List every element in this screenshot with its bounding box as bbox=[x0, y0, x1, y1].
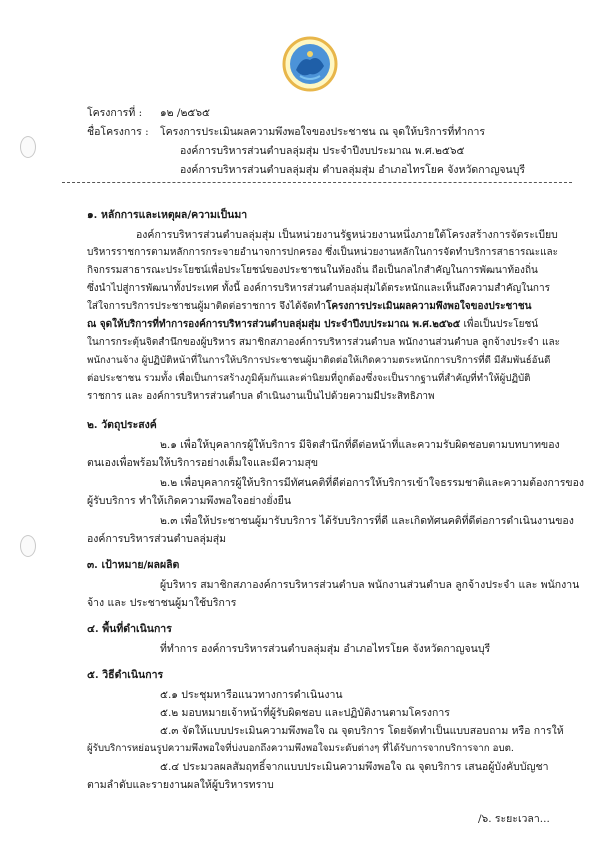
section-5-line: ตามลำดับและรายงานผลให้ผู้บริหารทราบ bbox=[87, 779, 274, 791]
section-1-text: ใส่ใจการบริการประชาชนผู้มาติดต่อราชการ จึงได้จัดทำ bbox=[87, 301, 327, 312]
section-3-line: ผู้บริหาร สมาชิกสภาองค์การบริหารส่วนตำบล พนักงานส่วนตำบล ลูกจ้างประจำ และ พนักงาน bbox=[160, 579, 580, 591]
section-1-line: ราชการ และ องค์การบริหารส่วนตำบล ดำเนินงานเป็นไปด้วยความมีประสิทธิภาพ bbox=[87, 391, 435, 402]
section-1-line: องค์การบริหารส่วนตำบลลุ่มสุ่ม เป็นหน่วยงานรัฐหน่วยงานหนึ่งภายใต้โครงสร้างการจัดระเบียบ bbox=[136, 229, 558, 241]
section-1-line: ต่อประชาชน รวมทั้ง เพื่อเป็นการสร้างภูมิคุ้มกันและค่านิยมที่ถูกต้องซึ่งจะเป็นรากฐานที่สำคัญที่ทำให้ผู้ปฏิบัติ bbox=[87, 373, 531, 384]
section-1-text: เพื่อเป็นประโยชน์ bbox=[460, 319, 539, 330]
section-1-project-name-bold: ณ จุดให้บริการที่ทำการองค์การบริหารส่วนตำบลลุ่มสุ่ม ประจำปีงบประมาณ พ.ศ.๒๕๖๕ bbox=[87, 319, 461, 330]
punch-hole-top bbox=[20, 136, 36, 158]
section-3-line: จ้าง และ ประชาชนผู้มาใช้บริการ bbox=[87, 597, 237, 609]
header-divider bbox=[62, 182, 572, 183]
section-1-line: ซึ่งนำไปสู่การพัฒนาทั้งประเทศ ทั้งนี้ องค์การบริหารส่วนตำบลลุ่มสุ่มได้ตระหนักและเห็นถึงความสำคัญในการ bbox=[87, 283, 550, 294]
project-name-line: โครงการประเมินผลความพึงพอใจของประชาชน ณ จุดให้บริการที่ทำการ bbox=[160, 126, 485, 138]
continuation-note: /๖. ระยะเวลา... bbox=[478, 813, 550, 825]
section-1-line: พนักงานจ้าง ผู้ปฏิบัติหน้าที่ในการให้บริการประชาชนผู้มาติดต่อให้เกิดความตระหนักการบริการที่ดี มีสัมพันธ์อันดี bbox=[87, 355, 551, 366]
section-1-project-name-bold: โครงการประเมินผลความพึงพอใจของประชาชน bbox=[326, 301, 532, 312]
project-number-value: ๑๒ /๒๕๖๕ bbox=[160, 107, 210, 119]
section-5-line: ๕.๓ จัดให้แบบประเมินความพึงพอใจ ณ จุดบริการ โดยจัดทำเป็นแบบสอบถาม หรือ การให้ bbox=[160, 725, 564, 737]
section-4-title: ๔. พื้นที่ดำเนินการ bbox=[87, 623, 172, 635]
section-1-line bbox=[87, 300, 531, 314]
section-5-title: ๕. วิธีดำเนินการ bbox=[87, 669, 164, 681]
section-5-line: ผู้รับบริการหย่อนรูปความพึงพอใจที่บ่งบอกถึงความพึงพอใจมระดับต่างๆ ที่ได้รับการจากบริการจาก อบต. bbox=[87, 743, 515, 754]
section-5-line: ๕.๔ ประมวลผลสัมฤทธิ์จากแบบประเมินความพึงพอใจ ณ จุดบริการ เสนอผู้บังคับบัญชา bbox=[160, 761, 549, 773]
project-name-line: องค์การบริหารส่วนตำบลลุ่มสุ่ม ตำบลลุ่มสุ่ม อำเภอไทรโยค จังหวัดกาญจนบุรี bbox=[180, 164, 526, 176]
section-3-title: ๓. เป้าหมาย/ผลผลิต bbox=[87, 559, 180, 571]
section-1-line: ในการกระตุ้นจิตสำนึกของผู้บริหาร สมาชิกสภาองค์การบริหารส่วนตำบล พนักงานส่วนตำบล ลูกจ้างประจำ และ bbox=[87, 337, 560, 348]
section-2-line: ๒.๑ เพื่อให้บุคลากรผู้ให้บริการ มีจิตสำนึกที่ดีต่อหน้าที่และความรับผิดชอบตามบทบาทของ bbox=[160, 439, 560, 451]
section-1-line: กิจกรรมสาธารณะประโยชน์เพื่อประโยชน์ของประชาชนในท้องถิ่น ถือเป็นกลไกสำคัญในการพัฒนาท้องถิ่น bbox=[87, 265, 538, 276]
section-5-line: ๕.๒ มอบหมายเจ้าหน้าที่ผู้รับผิดชอบ และปฏิบัติงานตามโครงการ bbox=[160, 707, 450, 719]
section-2-title: ๒. วัตถุประสงค์ bbox=[87, 419, 157, 431]
section-2-line: ตนเองเพื่อพร้อมให้บริการอย่างเต็มใจและมีความสุข bbox=[87, 457, 319, 469]
section-2-line: ผู้รับบริการ ทำให้เกิดความพึงพอใจอย่างยั่งยืน bbox=[87, 495, 292, 507]
project-name-label: ชื่อโครงการ : bbox=[87, 126, 149, 138]
section-1-line: บริหารราชการตามหลักการกระจายอำนาจการปกครอง ซึ่งเป็นหน่วยงานหลักในการจัดทำบริการสาธารณะและ bbox=[87, 247, 559, 258]
section-5-line: ๕.๑ ประชุมหารือแนวทางการดำเนินงาน bbox=[160, 689, 343, 701]
section-4-line: ที่ทำการ องค์การบริหารส่วนตำบลลุ่มสุ่ม อำเภอไทรโยค จังหวัดกาญจนบุรี bbox=[160, 643, 491, 655]
official-seal bbox=[282, 36, 338, 92]
project-number-label: โครงการที่ : bbox=[87, 107, 143, 119]
punch-hole-bottom bbox=[20, 535, 36, 557]
section-1-title: ๑. หลักการและเหตุผล/ความเป็นมา bbox=[87, 209, 248, 221]
project-name-line: องค์การบริหารส่วนตำบลลุ่มสุ่ม ประจำปีงบประมาณ พ.ศ.๒๕๖๕ bbox=[180, 145, 465, 157]
section-2-line: องค์การบริหารส่วนตำบลลุ่มสุ่ม bbox=[87, 533, 227, 545]
section-2-line: ๒.๓ เพื่อให้ประชาชนผู้มารับบริการ ได้รับบริการที่ดี และเกิดทัศนคติที่ดีต่อการดำเนินงานของ bbox=[160, 515, 574, 527]
section-1-line bbox=[87, 318, 538, 332]
section-2-line: ๒.๒ เพื่อบุคลากรผู้ให้บริการมีทัศนคติที่ดีต่อการให้บริการเข้าใจธรรมชาติและความต้องการของ bbox=[160, 477, 585, 489]
